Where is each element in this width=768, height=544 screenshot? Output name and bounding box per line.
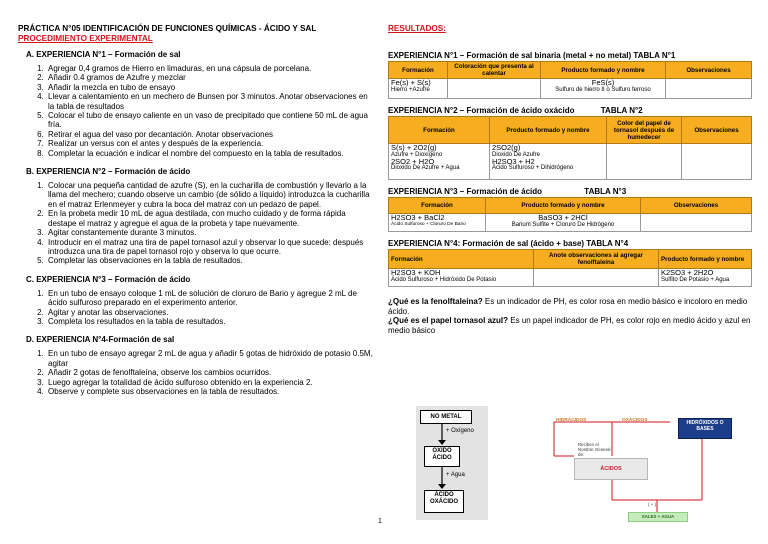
list-item: 3. Completa los resultados en la tabla de resultados. bbox=[46, 317, 374, 326]
table-header: Formación bbox=[389, 198, 486, 214]
table-header: Anote observaciones al agregar fenolftaleína bbox=[534, 250, 659, 269]
table-cell bbox=[534, 269, 659, 287]
page-title: PRÁCTICA N°05 IDENTIFICACIÓN DE FUNCIONES QUÍMICAS - ÁCIDO Y SAL bbox=[18, 24, 317, 33]
formula: 2SO2(g) bbox=[492, 143, 521, 152]
table-header: Formación bbox=[389, 62, 448, 79]
table-header: Observaciones bbox=[666, 62, 752, 79]
acido-oxacido-box: ÁCIDO OXÁCIDO bbox=[424, 490, 464, 513]
list-item: 1. Colocar una pequeña cantidad de azufre (S), en la cucharilla de combustión y llevarlo a la llama del mechero; cuando observe un cambio (de sólido a líquido) introduzca la cucharilla en el matraz Erlenmeyer y cubra la boca del matraz con un pedazo de papel. bbox=[46, 181, 374, 209]
table-cell bbox=[541, 79, 666, 99]
table-cell bbox=[389, 214, 486, 232]
table-cell bbox=[682, 144, 752, 180]
formula-name: Ácido Sulfuroso + Dihidrógeno bbox=[492, 165, 574, 172]
nonmetal-flow-diagram bbox=[416, 406, 488, 520]
sales-agua-box: SALES + AGUA bbox=[628, 512, 688, 522]
formula: 2SO2 + H2O bbox=[391, 156, 435, 166]
acids-classification-diagram bbox=[552, 416, 736, 522]
table3-title bbox=[388, 187, 752, 196]
table-cell bbox=[666, 79, 752, 99]
list-item: 1. En un tubo de ensayo coloque 1 mL de solución de cloruro de Bario y agregue 2 mL de ácido sulfuroso preparado en el experimento anterior. bbox=[46, 289, 374, 308]
formula: K2SO3 + 2H2O bbox=[661, 268, 714, 277]
section-d-steps bbox=[18, 349, 374, 396]
table-cell bbox=[389, 144, 490, 180]
formula-name: Dioxido De Azufre bbox=[492, 151, 541, 158]
left-column bbox=[18, 24, 374, 396]
table-cell bbox=[490, 144, 607, 180]
question-answer: Es un indicador de PH, es color rosa en medio básico e incoloro en medio ácido. bbox=[388, 297, 748, 316]
list-item: 5. Completar las observaciones en la tabla de resultados. bbox=[46, 256, 374, 265]
acidos-box: ÁCIDOS bbox=[574, 458, 648, 480]
table-header: Producto formado y nombre bbox=[541, 62, 666, 79]
question-answer: Es un papel indicador de PH, es color rojo en medio ácido y azul en medio básico bbox=[388, 316, 751, 335]
table4-title: EXPERIENCIA N°4: Formación de sal (ácido + base) TABLA N°4 bbox=[388, 239, 629, 248]
oxacidos-label: OXÁCIDOS bbox=[622, 418, 648, 423]
results-table-4 bbox=[388, 249, 752, 287]
list-item: 2. Añadir 2 gotas de fenolftaleína, observe los cambios ocurridos. bbox=[46, 368, 374, 377]
table2-title-text: EXPERIENCIA N°2 – Formación de ácido oxácido bbox=[388, 106, 575, 115]
results-heading: RESULTADOS: bbox=[388, 24, 446, 33]
table-header: Producto formado y nombre bbox=[490, 117, 607, 144]
formula-name: Barium Sulfite + Cloruro De Hidrógeno bbox=[511, 221, 615, 228]
formula-name: Sulfito De Potasio + Agua bbox=[661, 276, 730, 283]
section-b-title: B. EXPERIENCIA N°2 – Formación de ácido bbox=[26, 167, 191, 177]
table3-title-text: EXPERIENCIA N°3 – Formación de ácido bbox=[388, 187, 543, 196]
table-cell bbox=[607, 144, 682, 180]
procedure-heading: PROCEDIMIENTO EXPERIMENTAL bbox=[18, 34, 153, 43]
list-item: 4. Llevar a calentamiento en un mechero de Bunsen por 3 minutos. Anotar observaciones en la tabla de resultados bbox=[46, 92, 374, 111]
list-item: 8. Completar la ecuación e indicar el nombre del compuesto en la tabla de resultados. bbox=[46, 149, 374, 158]
section-c-steps bbox=[18, 289, 374, 327]
table2-label: TABLA N°2 bbox=[600, 106, 643, 115]
section-c-title: C. EXPERIENCIA N°3 – Formación de ácido bbox=[26, 274, 191, 284]
formula-name: Azufre + Dioxígeno bbox=[391, 151, 443, 158]
question-fenolftaleina bbox=[388, 297, 752, 316]
formula-name: Hierro +Azufre bbox=[391, 86, 430, 93]
results-table-3 bbox=[388, 197, 752, 232]
formula-name: Dioxido De Azufre + Agua bbox=[391, 165, 460, 172]
hidracidos-label: HIDRÁCIDOS bbox=[556, 418, 587, 423]
table-cell bbox=[486, 214, 641, 232]
list-item: 5. Colocar el tubo de ensayo caliente en un vaso de precipitado que contiene 50 mL de agua fría. bbox=[46, 111, 374, 130]
results-table-1 bbox=[388, 61, 752, 99]
plus-water-label: + Agua bbox=[446, 472, 465, 478]
table-header: Observaciones bbox=[641, 198, 752, 214]
plus-oxygen-label: + Oxígeno bbox=[446, 428, 474, 434]
table-header: Producto formado y nombre bbox=[486, 198, 641, 214]
list-item: 2. En la probeta medir 10 mL de agua destilada, con mucho cuidado y de forma rápida destape el matraz y agregue el agua de la probeta y tape nuevamente. bbox=[46, 209, 374, 228]
list-item: 7. Realizar un versus con el antes y después de la experiencia. bbox=[46, 139, 374, 148]
formula: H2SO3 + BaCl2 bbox=[391, 213, 445, 222]
list-item: 3. Luego agregar la totalidad de ácido sulfuroso obtenido en la experiencia 2. bbox=[46, 378, 374, 387]
formula: FeS(s) bbox=[591, 78, 615, 87]
formula: H2SO3 + KOH bbox=[391, 268, 441, 277]
list-item: 2. Añadir 0.4 gramos de Azufre y mezclar bbox=[46, 73, 374, 82]
formula-name: Ácido Sulfuroso + Hidróxido De Potasio bbox=[391, 276, 497, 283]
table1-title: EXPERIENCIA N°1 – Formación de sal binaria (metal + no metal) TABLA N°1 bbox=[388, 51, 676, 60]
list-item: 3. Añadir la mezcla en tubo de ensayo bbox=[46, 83, 374, 92]
formula: Fe(s) + S(s) bbox=[391, 78, 431, 87]
table-cell bbox=[659, 269, 752, 287]
reciben-label: Reciben el Nombre General de: bbox=[578, 442, 611, 457]
table-cell bbox=[448, 79, 541, 99]
right-column bbox=[388, 24, 752, 335]
no-metal-box: NO METAL bbox=[420, 410, 472, 424]
list-item: 4. Observe y complete sus observaciones en la tabla de resultados. bbox=[46, 387, 374, 396]
formula: S(s) + 2O2(g) bbox=[391, 143, 437, 152]
table-header: Observaciones bbox=[682, 117, 752, 144]
page-number: 1 bbox=[378, 518, 382, 525]
section-b-steps bbox=[18, 181, 374, 266]
formula-name: Ácido Sulfuroso + Cloruro De Bario bbox=[391, 221, 466, 227]
question-label: ¿Qué es la fenolftaleína? bbox=[388, 297, 483, 306]
table-cell bbox=[389, 269, 534, 287]
hidroxidos-box: HIDRÓXIDOS O BASES bbox=[678, 418, 732, 439]
table-header: Producto formado y nombre bbox=[659, 250, 752, 269]
formula-name: Sulfuro de hierro II o Sulfuro ferroso bbox=[555, 86, 651, 93]
plus-label: ( + ) bbox=[648, 502, 656, 507]
list-item: 1. En un tubo de ensayo agregar 2 mL de agua y añadir 5 gotas de hidróxido de potasio 0.5M, agitar bbox=[46, 349, 374, 368]
table-cell bbox=[641, 214, 752, 232]
list-item: 4. Introducir en el matraz una tira de papel tornasol azul y observar lo que sucede: después introduzca una tira de papel tornasol rojo y observa lo que ocurre. bbox=[46, 238, 374, 257]
formula: H2SO3 + H2 bbox=[492, 156, 535, 166]
question-label: ¿Qué es el papel tornasol azul? bbox=[388, 316, 509, 326]
list-item: 6. Retirar el agua del vaso por decantación. Anotar observaciones bbox=[46, 130, 374, 139]
list-item: 3. Agitar constantemente durante 3 minutos. bbox=[46, 228, 374, 237]
list-item: 1. Agregar 0,4 gramos de Hierro en limaduras, en una cápsula de porcelana. bbox=[46, 64, 374, 73]
question-tornasol bbox=[388, 316, 752, 335]
section-a-steps bbox=[18, 64, 374, 158]
table2-title bbox=[388, 106, 752, 115]
list-item: 2. Agitar y anotar las observaciones. bbox=[46, 308, 374, 317]
table-header: Color del papel de tornasol después de humedecer bbox=[607, 117, 682, 144]
section-a-title: A. EXPERIENCIA N°1 – Formación de sal bbox=[26, 50, 181, 59]
table-header: Coloración que presenta al calentar bbox=[448, 62, 541, 79]
table3-label: TABLA N°3 bbox=[584, 187, 627, 196]
table-header: Formación bbox=[389, 250, 534, 269]
table-header: Formación bbox=[389, 117, 490, 144]
table-cell bbox=[389, 79, 448, 99]
results-table-2 bbox=[388, 116, 752, 180]
formula: BaSO3 + 2HCl bbox=[538, 213, 588, 222]
oxido-acido-box: ÓXIDO ÁCIDO bbox=[424, 446, 460, 467]
section-d-title: D. EXPERIENCIA N°4-Formación de sal bbox=[26, 335, 175, 345]
